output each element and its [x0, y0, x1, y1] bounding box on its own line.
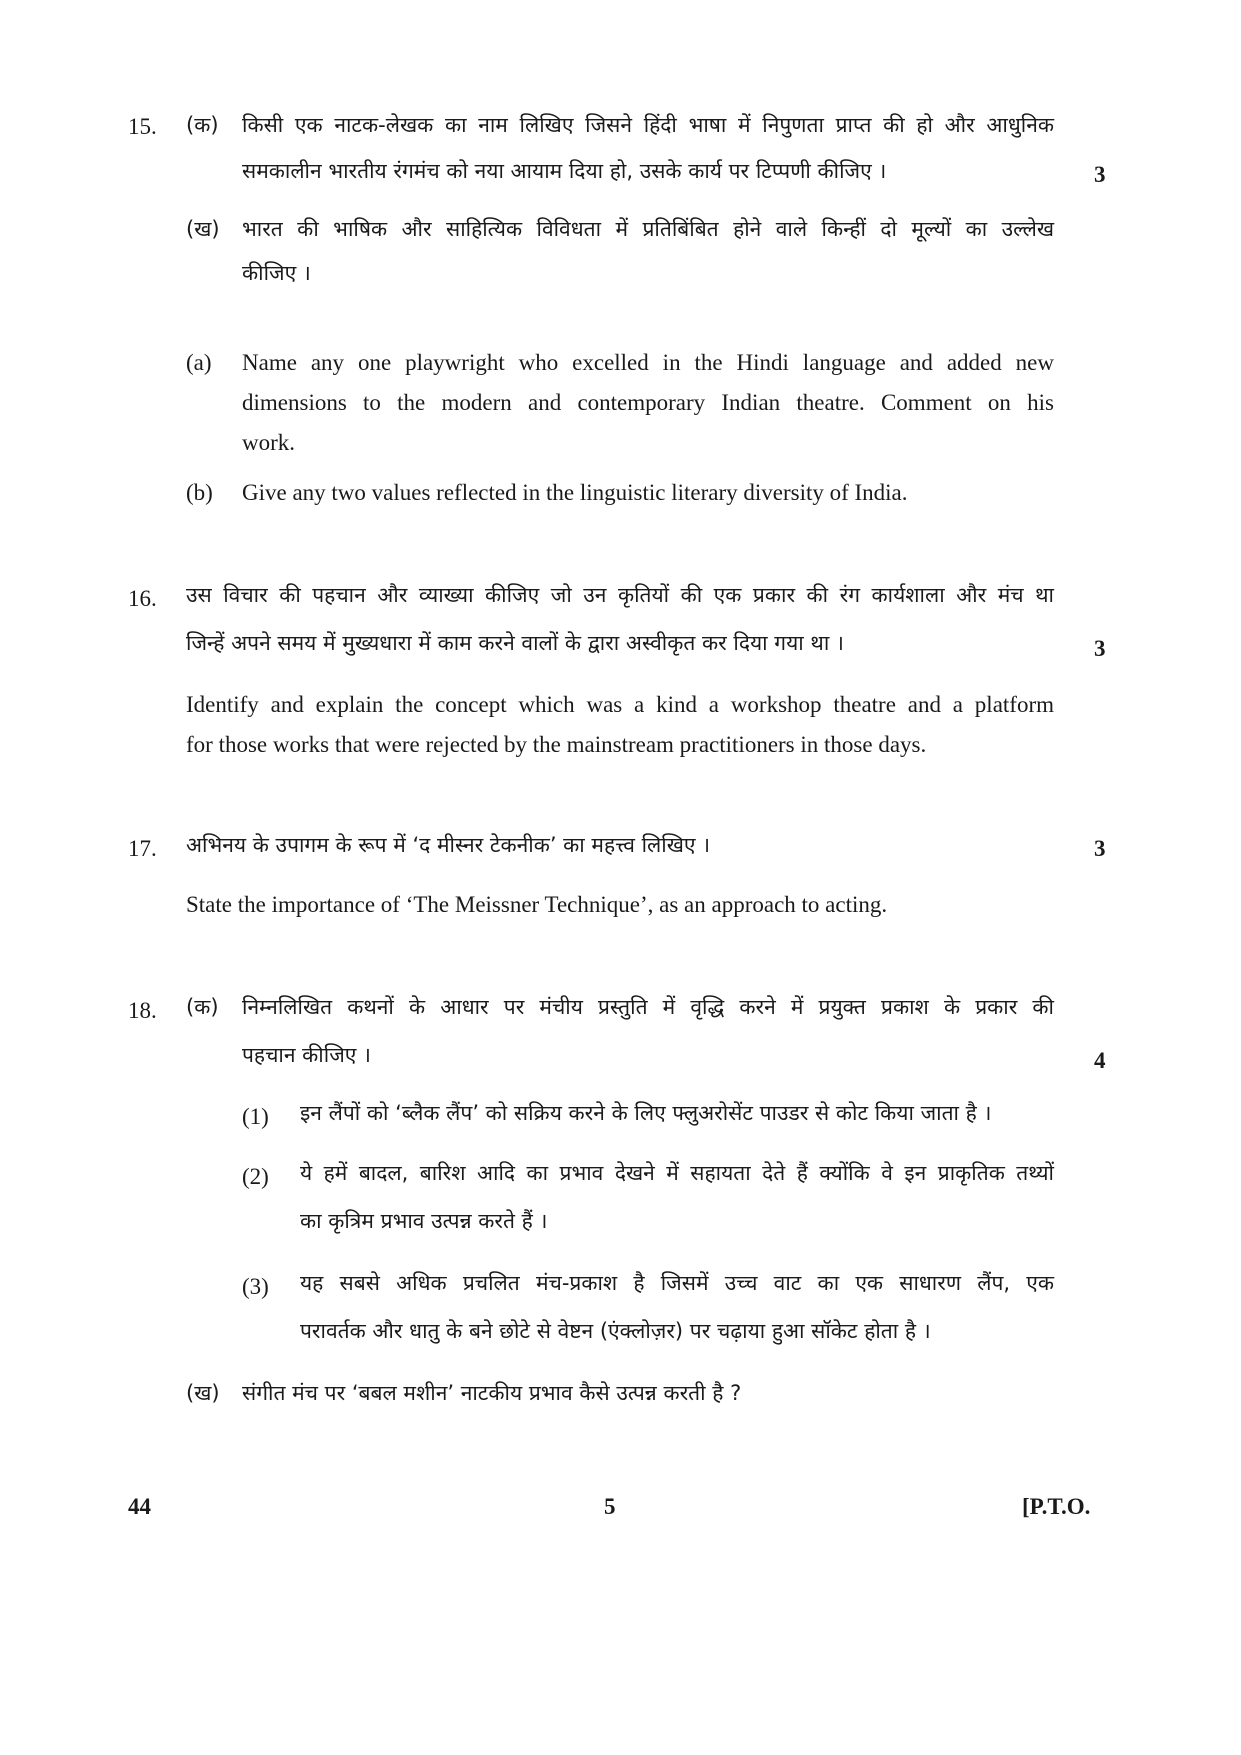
q18-item3-line2: परावर्तक और धातु के बने छोटे से वेष्टन (एंक्लोज़र) पर चढ़ाया हुआ सॉकेट होता है ।	[300, 1319, 931, 1343]
q15-a-label: (a)	[186, 350, 212, 375]
q17-hi-line1: अभिनय के उपागम के रूप में ‘द मीस्नर टेकनीक’ का महत्त्व लिखिए ।	[186, 833, 711, 857]
q15-b-label: (b)	[186, 480, 213, 505]
q18-ka-line1: निम्नलिखित कथनों के आधार पर मंचीय प्रस्तुति में वृद्धि करने में प्रयुक्त प्रकाश के प्रकार की	[242, 995, 1054, 1019]
q15-ka-line2: समकालीन भारतीय रंगमंच को नया आयाम दिया हो, उसके कार्य पर टिप्पणी कीजिए ।	[242, 159, 887, 183]
q18-kha-label: (ख)	[186, 1381, 220, 1405]
q18-item2-label: (2)	[242, 1164, 269, 1189]
q15-kha-line2: कीजिए ।	[242, 261, 311, 285]
q15-a-line1: Name any one playwright who excelled in the Hindi language and added new	[242, 350, 1054, 375]
q18-ka-line2: पहचान कीजिए ।	[242, 1043, 372, 1067]
page-number: 5	[604, 1494, 616, 1519]
q18-item2-line2: का कृत्रिम प्रभाव उत्पन्न करते हैं ।	[300, 1209, 548, 1233]
q15-ka-line1: किसी एक नाटक-लेखक का नाम लिखिए जिसने हिंदी भाषा में निपुणता प्राप्त की हो और आधुनिक	[242, 113, 1054, 137]
q15-a-line2: dimensions to the modern and contemporary Indian theatre. Comment on his	[242, 390, 1054, 415]
q18-item1-label: (1)	[242, 1104, 269, 1129]
q16-marks: 3	[1094, 636, 1106, 661]
paper-code: 44	[128, 1494, 151, 1519]
q18-marks: 4	[1094, 1048, 1106, 1073]
q18-kha-line1: संगीत मंच पर ‘बबल मशीन’ नाटकीय प्रभाव कैसे उत्पन्न करती है ?	[242, 1381, 742, 1405]
q17-number: 17.	[128, 836, 157, 861]
q16-en-line2: for those works that were rejected by the mainstream practitioners in those days.	[186, 732, 927, 757]
q16-en-line1: Identify and explain the concept which was a kind a workshop theatre and a platform	[186, 692, 1054, 717]
q16-number: 16.	[128, 586, 157, 611]
q18-item1-line1: इन लैंपों को ‘ब्लैक लैंप’ को सक्रिय करने के लिए फ्लुअरोसेंट पाउडर से कोट किया जाता है ।	[300, 1101, 992, 1125]
q15-kha-label: (ख)	[186, 217, 220, 241]
q18-number: 18.	[128, 998, 157, 1023]
q17-en-line1: State the importance of ‘The Meissner Technique’, as an approach to acting.	[186, 892, 888, 917]
q17-marks: 3	[1094, 836, 1106, 861]
q15-kha-line1: भारत की भाषिक और साहित्यिक विविधता में प्रतिबिंबित होने वाले किन्हीं दो मूल्यों का उल्लेख	[242, 217, 1054, 241]
q15-number: 15.	[128, 114, 157, 139]
q15-ka-label: (क)	[186, 113, 219, 137]
q18-item3-line1: यह सबसे अधिक प्रचलित मंच-प्रकाश है जिसमें उच्च वाट का एक साधारण लैंप, एक	[300, 1271, 1054, 1295]
q16-hi-line2: जिन्हें अपने समय में मुख्यधारा में काम करने वालों के द्वारा अस्वीकृत कर दिया गया था ।	[186, 631, 844, 655]
q18-ka-label: (क)	[186, 995, 219, 1019]
q16-hi-line1: उस विचार की पहचान और व्याख्या कीजिए जो उन कृतियों की एक प्रकार की रंग कार्यशाला और मंच था	[186, 583, 1054, 607]
pto-label: [P.T.O.	[1022, 1494, 1091, 1519]
q15-a-line3: work.	[242, 430, 296, 455]
q18-item2-line1: ये हमें बादल, बारिश आदि का प्रभाव देखने में सहायता देते हैं क्योंकि वे इन प्राकृतिक तथ्यों	[300, 1161, 1054, 1185]
q15-marks: 3	[1094, 162, 1106, 187]
q18-item3-label: (3)	[242, 1274, 269, 1299]
q15-b-line1: Give any two values reflected in the linguistic literary diversity of India.	[242, 480, 908, 505]
